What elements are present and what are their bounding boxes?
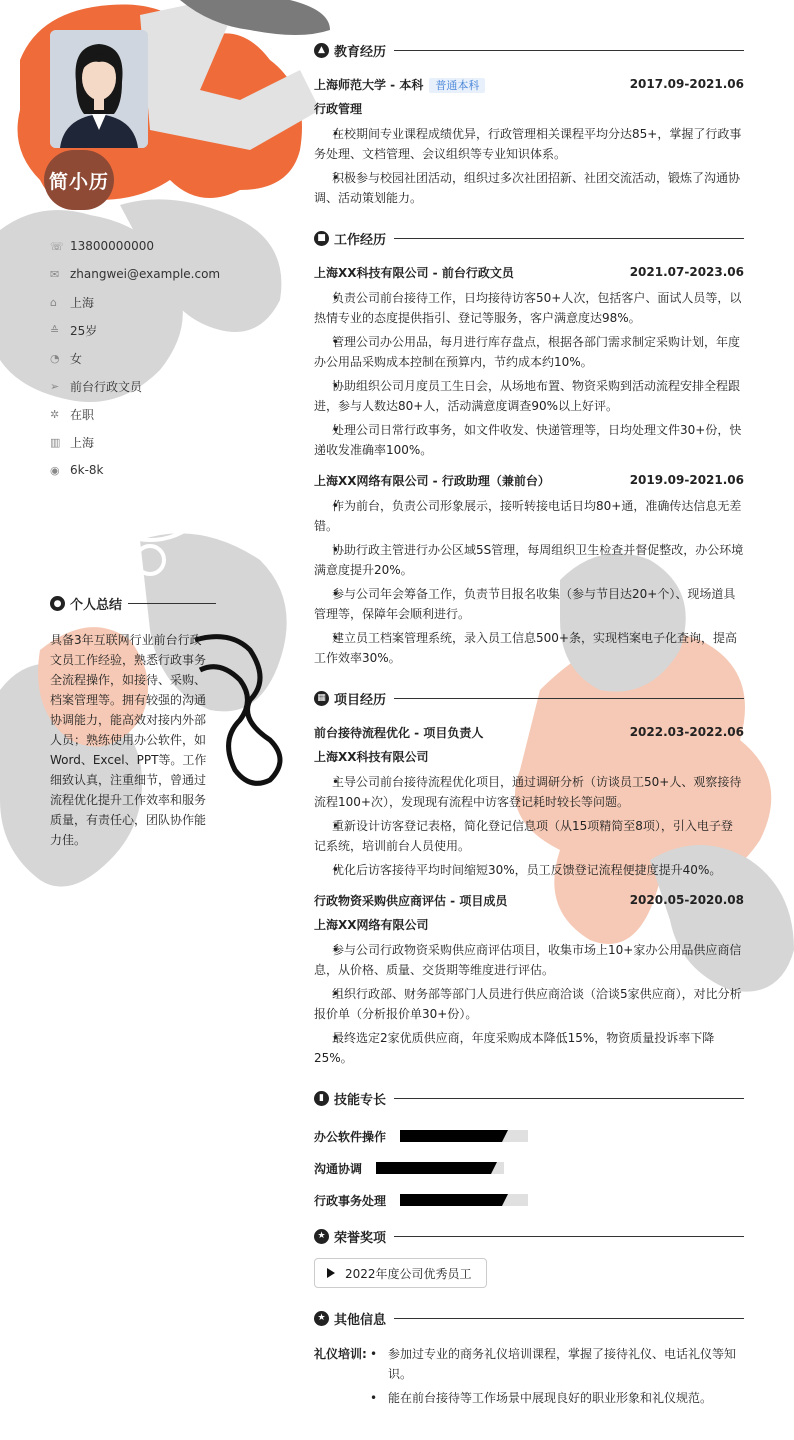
contact-gender-text: 女 (70, 351, 83, 366)
list-item: • 重新设计访客登记表格，简化登记信息项（从15项精简至8项），引入电子登记系统，培训前台人员使用。 (314, 816, 744, 856)
play-icon (327, 1268, 335, 1278)
other-label: 礼仪培训: (314, 1347, 367, 1361)
project-bullets (314, 772, 744, 880)
work-section (314, 226, 744, 668)
work-title: 工作经历 (334, 232, 387, 248)
list-item: • 建立员工档案管理系统，录入员工信息500+条，实现档案电子化查询，提高工作效率30%。 (314, 628, 744, 668)
list-item: • 参加过专业的商务礼仪培训课程，掌握了接待礼仪、电话礼仪等知识。 (370, 1344, 744, 1384)
main-content (314, 38, 744, 1412)
skill-item (314, 1152, 504, 1184)
contact-status (50, 400, 220, 428)
skill-item (314, 1184, 528, 1216)
project-name: 前台接待流程优化 - 项目负责人 (314, 725, 484, 740)
project-entry-head (314, 888, 744, 912)
other-bullets (370, 1344, 744, 1412)
salary-icon: ◉ (50, 463, 60, 477)
skill-bar (376, 1162, 504, 1174)
project-entry-head (314, 720, 744, 744)
bar-chart-icon: ▮ (314, 1091, 329, 1106)
project-name: 行政物资采购供应商评估 - 项目成员 (314, 893, 508, 908)
awards-section (314, 1224, 744, 1288)
contact-city-text: 上海 (70, 435, 95, 450)
job-company: 上海XX网络有限公司 - 行政助理（兼前台） (314, 473, 550, 488)
skills-title: 技能专长 (334, 1092, 387, 1108)
skills-heading (314, 1086, 744, 1110)
contact-list (50, 232, 220, 484)
list-item: • 作为前台，负责公司形象展示，接听转接电话日均80+通，准确传达信息无差错。 (314, 496, 744, 536)
home-icon: ⌂ (50, 295, 57, 309)
contact-salary (50, 456, 220, 484)
skill-name: 办公软件操作 (314, 1129, 387, 1144)
skills-list (314, 1120, 744, 1216)
project-company: 上海XX网络有限公司 (314, 917, 429, 932)
divider (394, 50, 744, 51)
graduation-cap-icon: ▲ (314, 43, 329, 58)
job-entry-head (314, 260, 744, 284)
contact-phone-text: 13800000000 (70, 239, 154, 253)
list-item: • 协助组织公司月度员工生日会，从场地布置、物资采购到活动流程安排全程跟进，参与人数达80+人，活动满意度调查90%以上好评。 (314, 376, 744, 416)
phone-icon: ☏ (50, 239, 64, 253)
contact-status-text: 在职 (70, 407, 95, 422)
list-item: • 优化后访客接待平均时间缩短30%，员工反馈登记流程便捷度提升40%。 (314, 860, 744, 880)
awards-heading (314, 1224, 744, 1248)
grid-icon: ▦ (314, 691, 329, 706)
divider (394, 1318, 744, 1319)
mail-icon: ✉ (50, 267, 60, 281)
list-item: • 参与公司行政物资采购供应商评估项目，收集市场上10+家办公用品供应商信息，从价格、质量、交货期等维度进行评估。 (314, 940, 744, 980)
list-item: • 在校期间专业课程成绩优异，行政管理相关课程平均分达85+，掌握了行政事务处理、文档管理、会议组织等专业知识体系。 (314, 124, 744, 164)
projects-section (314, 686, 744, 1068)
job-date: 2021.07-2023.06 (629, 265, 744, 279)
degree-tag: 普通本科 (429, 78, 485, 93)
list-item: • 协助行政主管进行办公区域5S管理，每周组织卫生检查并督促整改，办公环境满意度提升20%。 (314, 540, 744, 580)
briefcase-icon: ■ (314, 231, 329, 246)
education-heading (314, 38, 744, 62)
profile-photo (50, 30, 148, 148)
projects-heading (314, 686, 744, 710)
cake-icon: ≙ (50, 323, 60, 337)
awards-title: 荣誉奖项 (334, 1230, 387, 1246)
list-item: • 组织行政部、财务部等部门人员进行供应商洽谈（洽谈5家供应商），对比分析报价单（分析报价单30+份）。 (314, 984, 744, 1024)
skill-bar-fill (400, 1130, 502, 1142)
award-icon: ★ (314, 1229, 329, 1244)
contact-gender (50, 344, 220, 372)
contact-phone (50, 232, 220, 260)
status-icon: ✲ (50, 407, 60, 421)
divider (128, 603, 216, 604)
list-item: • 管理公司办公用品，每月进行库存盘点，根据各部门需求制定采购计划，年度办公用品采购成本控制在预算内，节约成本约10%。 (314, 332, 744, 372)
other-heading (314, 1306, 744, 1330)
project-company: 上海XX科技有限公司 (314, 749, 429, 764)
contact-location (50, 288, 220, 316)
send-icon: ➢ (50, 379, 60, 393)
skill-item (314, 1120, 528, 1152)
divider (394, 238, 744, 239)
name-title: 简小历 (44, 150, 114, 210)
contact-location-text: 上海 (70, 295, 95, 310)
list-item: • 积极参与校园社团活动，组织过多次社团招新、社团交流活动，锻炼了沟通协调、活动策划能力。 (314, 168, 744, 208)
skill-bar-fill (376, 1162, 491, 1174)
other-section (314, 1306, 744, 1412)
divider (394, 1236, 744, 1237)
list-item: • 处理公司日常行政事务，如文件收发、快递管理等，日均处理文件30+份，快递收发准确率100%。 (314, 420, 744, 460)
skill-bar (400, 1130, 528, 1142)
contact-age-text: 25岁 (70, 323, 98, 338)
user-icon: ● (50, 596, 65, 611)
contact-salary-text: 6k-8k (70, 463, 104, 477)
skill-bar (400, 1194, 528, 1206)
contact-position (50, 372, 220, 400)
education-date: 2017.09-2021.06 (629, 77, 744, 91)
gender-icon: ◔ (50, 351, 60, 365)
contact-email-text: zhangwei@example.com (70, 267, 221, 281)
contact-position-text: 前台行政文员 (70, 379, 143, 394)
divider (394, 698, 744, 699)
job-date: 2019.09-2021.06 (629, 473, 744, 487)
education-section (314, 38, 744, 208)
education-entry-head (314, 72, 744, 96)
award-item[interactable] (314, 1258, 487, 1288)
other-row (314, 1340, 744, 1412)
info-icon: ★ (314, 1311, 329, 1326)
contact-email (50, 260, 220, 288)
contact-city (50, 428, 220, 456)
work-heading (314, 226, 744, 250)
divider (394, 1098, 744, 1099)
skill-bar-fill (400, 1194, 502, 1206)
project-bullets (314, 940, 744, 1068)
building-icon: ▥ (50, 435, 61, 449)
project-date: 2022.03-2022.06 (629, 725, 744, 739)
job-entry-head (314, 468, 744, 492)
skill-name: 沟通协调 (314, 1161, 363, 1176)
job-company: 上海XX科技有限公司 - 前台行政文员 (314, 265, 514, 280)
portrait-photo-icon (50, 30, 148, 148)
job-bullets (314, 496, 744, 668)
skill-name: 行政事务处理 (314, 1193, 387, 1208)
list-item: • 最终选定2家优质供应商，年度采购成本降低15%，物资质量投诉率下降25%。 (314, 1028, 744, 1068)
projects-title: 项目经历 (334, 692, 387, 708)
job-bullets (314, 288, 744, 460)
other-title: 其他信息 (334, 1312, 387, 1328)
list-item: • 能在前台接待等工作场景中展现良好的职业形象和礼仪规范。 (370, 1388, 744, 1408)
contact-age (50, 316, 220, 344)
award-label: 2022年度公司优秀员工 (345, 1266, 472, 1281)
summary-heading (50, 594, 216, 613)
list-item: • 参与公司年会筹备工作，负责节目报名收集（参与节目达20+个）、现场道具管理等，保障年会顺利进行。 (314, 584, 744, 624)
education-title: 教育经历 (334, 44, 387, 60)
project-date: 2020.05-2020.08 (629, 893, 744, 907)
list-item: • 负责公司前台接待工作，日均接待访客50+人次，包括客户、面试人员等，以热情专业的态度提供指引、登记等服务，客户满意度达98%。 (314, 288, 744, 328)
summary-title: 个人总结 (70, 598, 123, 613)
education-bullets (314, 124, 744, 208)
summary-text: 具备3年互联网行业前台行政文员工作经验，熟悉行政事务全流程操作，如接待、采购、档案管理等。拥有较强的沟通协调能力，能高效对接内外部人员；熟练使用办公软件，如Word、Excel、PPT等。工作细致认真，注重细节，曾通过流程优化提升工作效率和服务质量，有责任心，团队协作能力佳。 (50, 633, 207, 847)
list-item: • 主导公司前台接待流程优化项目，通过调研分析（访谈员工50+人、观察接待流程100+次），发现现有流程中访客登记耗时较长等问题。 (314, 772, 744, 812)
skills-section (314, 1086, 744, 1216)
major: 行政管理 (314, 101, 363, 116)
school-name: 上海师范大学 - 本科 (314, 77, 424, 92)
